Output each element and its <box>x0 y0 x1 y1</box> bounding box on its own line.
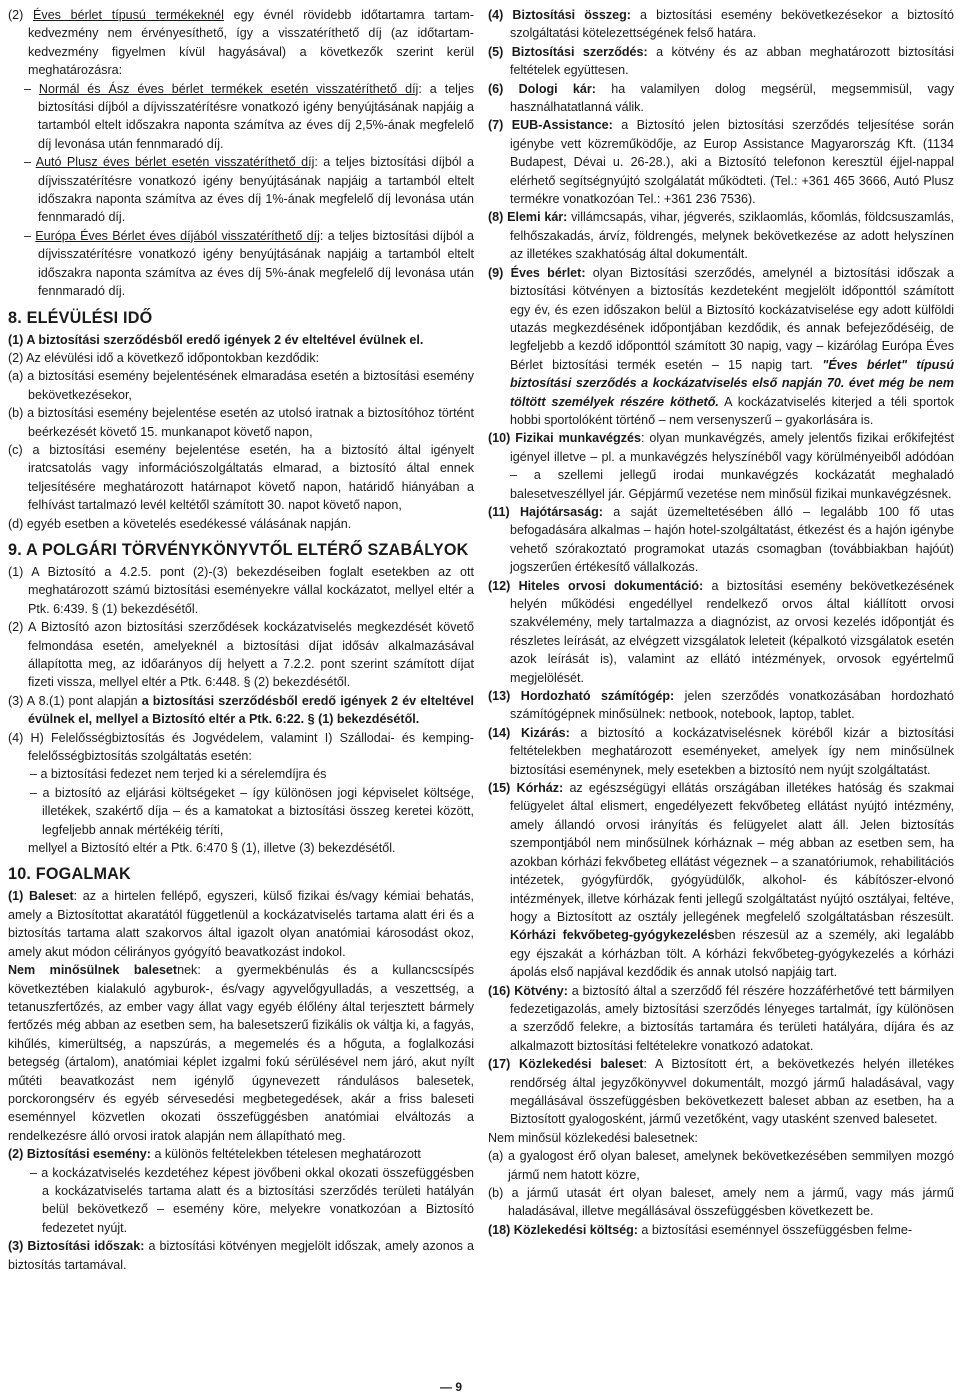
definition-6 <box>488 80 954 117</box>
definition-biztositasi-esemeny-dash: – a kockázatviselés kezdetéhez képest jövőbeni okkal okozati összefüggésben a kockázatviselés tartama alatt és a biztosítási szerződés területi hatályán belül bekövetkező – esemény köre, melyekre vonatkozóan a Biztosító fedezetet nyújt. <box>30 1165 474 1235</box>
paragraph-text: egy évnél rövidebb időtartamra tartam-kedvezmény nem érvényesíthető, így a visszatéríthető díj (az időtartam-kedvezmény figyelmen kívül hagyásával) a következők szerint kerül meghatározásra: <box>28 8 474 78</box>
definition-15 <box>488 779 954 981</box>
section-9-item-3 <box>8 692 474 729</box>
definition-8 <box>488 208 954 263</box>
definition-17 <box>488 1055 954 1129</box>
definition-text: a biztosító a kockázatviselésnek köréből kizár a biztosítási feltételekben meghatározott eseményeket, amelyek így nem minősülnek biztosítási eseménynek, mely esetekben a biztosító nem nyújt szolgáltatást. <box>510 725 954 777</box>
bold-italic-text: "Éves bérlet" típusú biztosítási szerződés a kockázatviselés első napján 70. évet még be nem töltött személyek részére köthető. <box>510 357 954 409</box>
refund-auto-plusz: – Autó Plusz éves bérlet esetén visszatéríthető díj: a teljes biztosítási díjból a díjvisszatérítésre vonatkozó igény benyújtásának napjáig a tartamból eltelt időszakra naponta számítva az éves díj 1%-ának megfelelő díj levonása után fennmaradó díj. <box>24 155 474 225</box>
definition-text: a biztosítási kötvényen megjelölt időszak, amely azonos a biztosítás tartamával. <box>8 1239 474 1272</box>
definition-term: (15) Kórház: <box>488 781 564 796</box>
definition-16 <box>488 982 954 1056</box>
left-column <box>8 6 474 1274</box>
definition-term: (7) EUB-Assistance: <box>488 118 613 133</box>
right-column <box>488 6 954 1239</box>
definition-text: : olyan munkavégzés, amely jelentős fizikai erőkifejtést igényel illetve – pl. a munkavégzés helyszínéből vagy körülményeiből adódóan – a szellemi jellegű irodai munkavégzés kockázatát meghaladó balesetveszéllyel jár. Gépjármű vezetése nem minősül fizikai munkavégzésnek. <box>510 431 954 501</box>
section-8-item-2: (2) Az elévülési idő a következő időpontokban kezdődik: <box>8 350 320 365</box>
page-number: — 9 <box>440 1380 463 1394</box>
definition-term: (11) Hajótársaság: <box>488 504 603 519</box>
definition-term: (17) Közlekedési baleset <box>488 1057 644 1072</box>
paragraph-text: (3) A 8.(1) pont alapján <box>8 693 142 708</box>
definition-nem-minosulnek <box>8 961 474 1145</box>
definition-text: : A Biztosított ért, a bekövetkezés helyén illetékes rendőrség által jegyzőkönyvvel dokumentált, mozgó jármű haladásával, vagy megállásával összefüggésben bekövetkezett baleset abban az esetben, ha a Biztosított gyalogosként, jármű vezetőként, vagy utasként szenved balesetet. <box>510 1057 954 1127</box>
definition-term: (18) Közlekedési költség: <box>488 1222 638 1237</box>
definition-17-exclusions-title: Nem minősül közlekedési balesetnek: <box>488 1130 698 1145</box>
definition-text: ha valamilyen dolog megsérül, megsemmisül, vagy használhatatlanná válik. <box>510 81 954 115</box>
definition-text: nek: a gyermekbénulás és a kullancscsípés következtében kialakuló agyburok-, és/vagy agyvelőgyulladás, a veszettség, a tetanuszfertőzés, az ember vagy állat vagy egyéb élőlény által terjesztett bármely fertőzés még abban az esetben sem, ha balesetszerű fizikális ok váltja ki, a fagyás, kihűlés, kimerültség, a napszúrás, a megemelés és a hőguta, a foglalkozási betegség (ártalom), anatómiai képlet izgalmi fokú sérülésével nem járó, akut nyílt műtéti beavatkozást nem igénylő úgynevezett rándulásos balesetek, porckorongsérv és egyéb sérvesedési megbetegedések, akár a friss baleseti eseménnyel közvetlen okozati összefüggésben anatómiai elváltozás a rendelkezésre álló orvosi iratok alapján nem állapítható meg. <box>8 963 474 1143</box>
section-8-item-1: (1) A biztosítási szerződésből eredő igények 2 év elteltével évülnek el. <box>8 332 424 347</box>
definition-term: (16) Kötvény: <box>488 983 568 998</box>
definition-17-exclusion-b: (b) a jármű utasát ért olyan baleset, amely nem a jármű, vagy más jármű haladásával, illetve megállásával összefüggésben következett be. <box>488 1186 954 1219</box>
definition-term: (4) Biztosítási összeg: <box>488 8 631 22</box>
definition-term: (1) Baleset <box>8 889 74 904</box>
definition-13 <box>488 687 954 724</box>
bold-text: a biztosítási szerződésből eredő igények 2 év elteltével évülnek el, mellyel a Biztosító eltér a Ptk. 6:22. § (1) bekezdésétől. <box>28 693 474 727</box>
definition-17-exclusion-a: (a) a gyalogost érő olyan baleset, amelynek bekövetkezésében semmilyen mozgó jármű nem hatott közre, <box>488 1149 954 1182</box>
section-8-item-a: (a) a biztosítási esemény bejelentésének elmaradása esetén a biztosítási esemény bekövetkezésekor, <box>8 369 474 402</box>
section-heading-9: 9. A POLGÁRI TÖRVÉNYKÖNYVTŐL ELTÉRŐ SZABÁLYOK <box>8 540 469 559</box>
definition-term: (3) Biztosítási időszak: <box>8 1239 145 1254</box>
definition-term: (13) Hordozható számítógép: <box>488 689 675 704</box>
section-9-item-1: (1) A Biztosító a 4.2.5. pont (2)-(3) bekezdéseiben foglalt esetekben az ott meghatározott számú biztosítási eseményekre vállal kockázatot, mellyel eltér a Ptk. 6:439. § (1) bekezdésétől. <box>8 564 474 616</box>
definition-term: Nem minősülnek baleset <box>8 963 178 978</box>
definition-term: (9) Éves bérlet: <box>488 265 586 280</box>
section-8-item-c: (c) a biztosítási esemény bejelentése esetén, ha a biztosító által igényelt iratcsatolás vagy információszolgáltatás elmarad, a biztosító által ennek teljesítésére meghatározott határnapot követő napon, határidő hiányában a felhívást tartalmazó levél keltétől számított 30. napot követő napon, <box>8 442 474 513</box>
section-9-item-4: (4) H) Felelősségbiztosítás és Jogvédelem, valamint I) Szállodai- és kemping- felelősségbiztosítás szolgáltatás esetén: <box>8 730 474 764</box>
underlined-term: Autó Plusz éves bérlet esetén visszatéríthető díj <box>35 155 315 170</box>
definition-term: (5) Biztosítási szerződés: <box>488 44 648 59</box>
section-8-item-d: (d) egyéb esetben a követelés esedékessé válásának napján. <box>8 516 352 531</box>
definition-term: (12) Hiteles orvosi dokumentáció: <box>488 578 704 593</box>
definition-biztositasi-idoszak <box>8 1237 474 1274</box>
section-9-item-4-dash-a: – a biztosítási fedezet nem terjed ki a sérelemdíjra és <box>30 767 327 782</box>
paragraph-number: (2) <box>8 8 34 22</box>
definition-text: ben részesül az a személy, aki legalább egy éjszakát a kórházban tölt. A kórházi fekvőbeteg-gyógykezelés a kórházi ápolás első napjával kezdődik és annak utolsó napjáig tart. <box>510 928 954 980</box>
page-number-value: 9 <box>455 1380 463 1394</box>
definition-text: az egészségügyi ellátás országában illetékes hatóság és szakmai felügyelet által elismert, engedélyezett fekvőbeteg ellátást nyújtó intézmény, amely állandó orvosi irányítás és felügyelet alatt áll. Jelen biztosítás szempontjából nem minősülnek kórháznak – még abban az esetben sem, ha azokban kórházi fekvőbeteg ellátást végeznek – a szanatóriumok, rehabilitációs intézetek, gyógyfürdők, gyógyüdülők, alkohol- és kábítószer-elvonó intézmények, illetve kórházak fenti jellegű szolgáltatást nyújtó osztályai, feltéve, hogy a Biztosított az osztály jellegének megfelelő szolgáltatásban részesült. <box>510 781 955 924</box>
refund-europa: – Európa Éves Bérlet éves díjából visszatéríthető díj: a teljes biztosítási díjból a díjvisszatérítésre vonatkozó igény benyújtásának napjáig a tartamból eltelt időszakra naponta számítva az éves díj 5%-ának megfelelő díj levonása után fennmaradó díj. <box>24 228 474 299</box>
definition-text: A kockázatviselés kiterjed a téli sportok hobbi sportolóként történő – nem versenyszerű – gyakorlására is. <box>510 394 955 427</box>
definition-4 <box>488 6 954 43</box>
definition-term: (14) Kizárás: <box>488 725 570 740</box>
definition-text: : az a hirtelen fellépő, egyszeri, külső fizikai és/vagy kémiai behatás, amely a Biztosítottat akaratától függetlenül a kockázatviselés tartama alatt éri és a biztosítás tartama alatt szakorvos által igazolt olyan anatómiai károsodást okoz, amely akut módon célirányos gyógyító beavatkozást indokol. <box>8 889 474 959</box>
definition-7 <box>488 116 954 208</box>
paragraph-2 <box>8 6 474 80</box>
section-heading-8: 8. ELÉVÜLÉSI IDŐ <box>8 308 153 327</box>
definition-9 <box>488 264 954 430</box>
definition-11 <box>488 503 954 577</box>
definition-text: a biztosítási esemény bekövetkezésekor a biztosító szolgáltatási kötelezettségének felső határa. <box>510 8 954 41</box>
definition-text: a Biztosító jelen biztosítási szerződés teljesítése során igénybe vett közreműködője, az Europ Assistance Magyarország Kft. (1134 Budapest, Dévai u. 26-28.), aki a Biztosító telefonon keresztül éjjel-nappal elérhető segítségnyújtó szolgálatát működteti. (Tel.: +361 465 3666, Autó Plusz termékre vonatkozóan Tel.: +361 236 7536). <box>510 118 954 207</box>
underlined-term: Éves bérlet típusú termékeknél <box>33 8 224 22</box>
definition-18 <box>488 1221 954 1239</box>
section-heading-10: 10. FOGALMAK <box>8 865 131 884</box>
definition-baleset <box>8 887 474 961</box>
definition-text: a biztosító által a szerződő fél részére hozzáférhetővé tett bármilyen fedezetigazolás, amely biztosítási szerződés lényeges tartalmát, így különösen a szerződő felekre, a biztosítás tartamára és területi hatályára, díjára és az alkalmazott biztosítási feltételekre vonatkozó adatokat. <box>510 983 954 1053</box>
definition-term: (10) Fizikai munkavégzés <box>488 431 641 446</box>
definition-text: a biztosítási esemény bekövetkezésének helyén működési engedéllyel rendelkező orvos által kiállított orvosi szakvélemény, mely tartalmazza a diagnózist, az orvosi kezelés időpontját és részletes leírását, az elvégzett vizsgálatok leleteit (képalkotó vizsgálatok esetén azok leírását is), valamint az ellátó intézmények, orvosok egyértelmű megjelölését. <box>510 578 954 685</box>
definition-term: (2) Biztosítási esemény: <box>8 1147 151 1162</box>
section-9-item-4-dash-b: – a biztosító az eljárási költségeket – így különösen jogi képviselet költsége, illetékek, szakértő díja – és a kamatokat a biztosítási összeg keretei között, legfeljebb annak mértékéig téríti, <box>30 785 474 837</box>
section-8-item-b: (b) a biztosítási esemény bejelentése esetén az utolsó iratnak a biztosítóhoz történt beérkezését követő 15. munkanapot követő napon, <box>8 406 474 439</box>
definition-text: a saját üzemeltetésében álló – legalább 100 fő utas befogadására alkalmas – hajón hotel-szolgáltatást, étkezést és a hajón igénybe vehető szórakoztató programokat utazás csomagban (továbbiakban hajóút) jogszerűen értékesítő vállalkozás. <box>510 504 954 575</box>
definition-14 <box>488 724 954 779</box>
definition-text: a különös feltételekben tételesen meghatározott <box>150 1147 421 1162</box>
bold-text: Kórházi fekvőbeteg-gyógykezelés <box>510 928 715 943</box>
definition-10 <box>488 429 954 503</box>
definition-text: villámcsapás, vihar, jégverés, sziklaomlás, kőomlás, földcsuszamlás, felhőszakadás, árvíz, földrengés, melynek bekövetkezése az adott helyszínen az illetékes szakhatóság által dokumentált. <box>510 210 954 262</box>
paragraph-text: : a teljes biztosítási díjból a díjvisszatérítésre vonatkozó igény benyújtásának napjáig a tartamból eltelt időszakra naponta számítva az éves díj 1%-ának megfelelő díj levonása után fennmaradó díj. <box>38 155 474 225</box>
definition-term: (8) Elemi kár: <box>488 210 568 225</box>
definition-term: (6) Dologi kár: <box>488 81 596 96</box>
definition-text: jelen szerződés vonatkozásában hordozható számítógépnek minősülnek: netbook, notebook, laptop, tablet. <box>510 689 954 722</box>
definition-text: a kötvény és az abban meghatározott biztosítási feltételek együttesen. <box>510 44 954 78</box>
refund-normal-asz: – Normál és Ász éves bérlet termékek esetén visszatéríthető díj: a teljes biztosítási díjból a díjvisszatérítésre vonatkozó igény benyújtásának napjáig a tartamból eltelt időszakra naponta számítva az éves díj 2,5%-ának megfelelő díj levonása után fennmaradó díj. <box>24 81 474 151</box>
definition-12 <box>488 577 954 687</box>
paragraph-text: : a teljes biztosítási díjból a díjvisszatérítésre vonatkozó igény benyújtásának napjáig a tartamból eltelt időszakra naponta számítva az éves díj 2,5%-ának megfelelő díj levonása után fennmaradó díj. <box>38 81 474 151</box>
section-9-item-4-closing: mellyel a Biztosító eltér a Ptk. 6:470 § (1), illetve (3) bekezdésétől. <box>28 841 396 856</box>
definition-biztositasi-esemeny <box>8 1145 474 1163</box>
definition-5 <box>488 43 954 80</box>
underlined-term: Európa Éves Bérlet éves díjából visszatéríthető díj <box>35 228 320 243</box>
section-9-item-2: (2) A Biztosító azon biztosítási szerződések kockázatviselés megkezdését követő felmondása esetén, amelyeknél a biztosítási díjat idősáv alkalmazásával állapította meg, az időarányos díj helyett a 7.2.2. pont szerint számított díjat fizeti vissza, mellyel eltér a Ptk. 6:448. § (2) bekezdésétől. <box>8 620 474 690</box>
definition-text: olyan Biztosítási szerződés, amelynél a biztosítási időszak a biztosítási kötvényen a biztosítás kezdeteként megjelölt időponttól számított egy év, és ezen időszakon belül a Biztosító kockázatviselése egy adott külföldi utazás megkezdésének időpontjában kezdődik, és annak befejeződéséig, de legfeljebb a kezdő időponttól számított 30 napig, vagy – kizárólag Európa Éves Bérlet biztosítási termék esetén – 15 napig tart. <box>510 265 954 372</box>
definition-text: a biztosítási eseménnyel összefüggésben felme- <box>637 1222 913 1237</box>
underlined-term: Normál és Ász éves bérlet termékek esetén visszatéríthető díj <box>38 81 419 96</box>
paragraph-text: : a teljes biztosítási díjból a díjvisszatérítésre vonatkozó igény benyújtásának napjáig a tartamból eltelt időszakra naponta számítva az éves díj 5%-ának megfelelő díj levonása után fennmaradó díj. <box>38 228 474 299</box>
